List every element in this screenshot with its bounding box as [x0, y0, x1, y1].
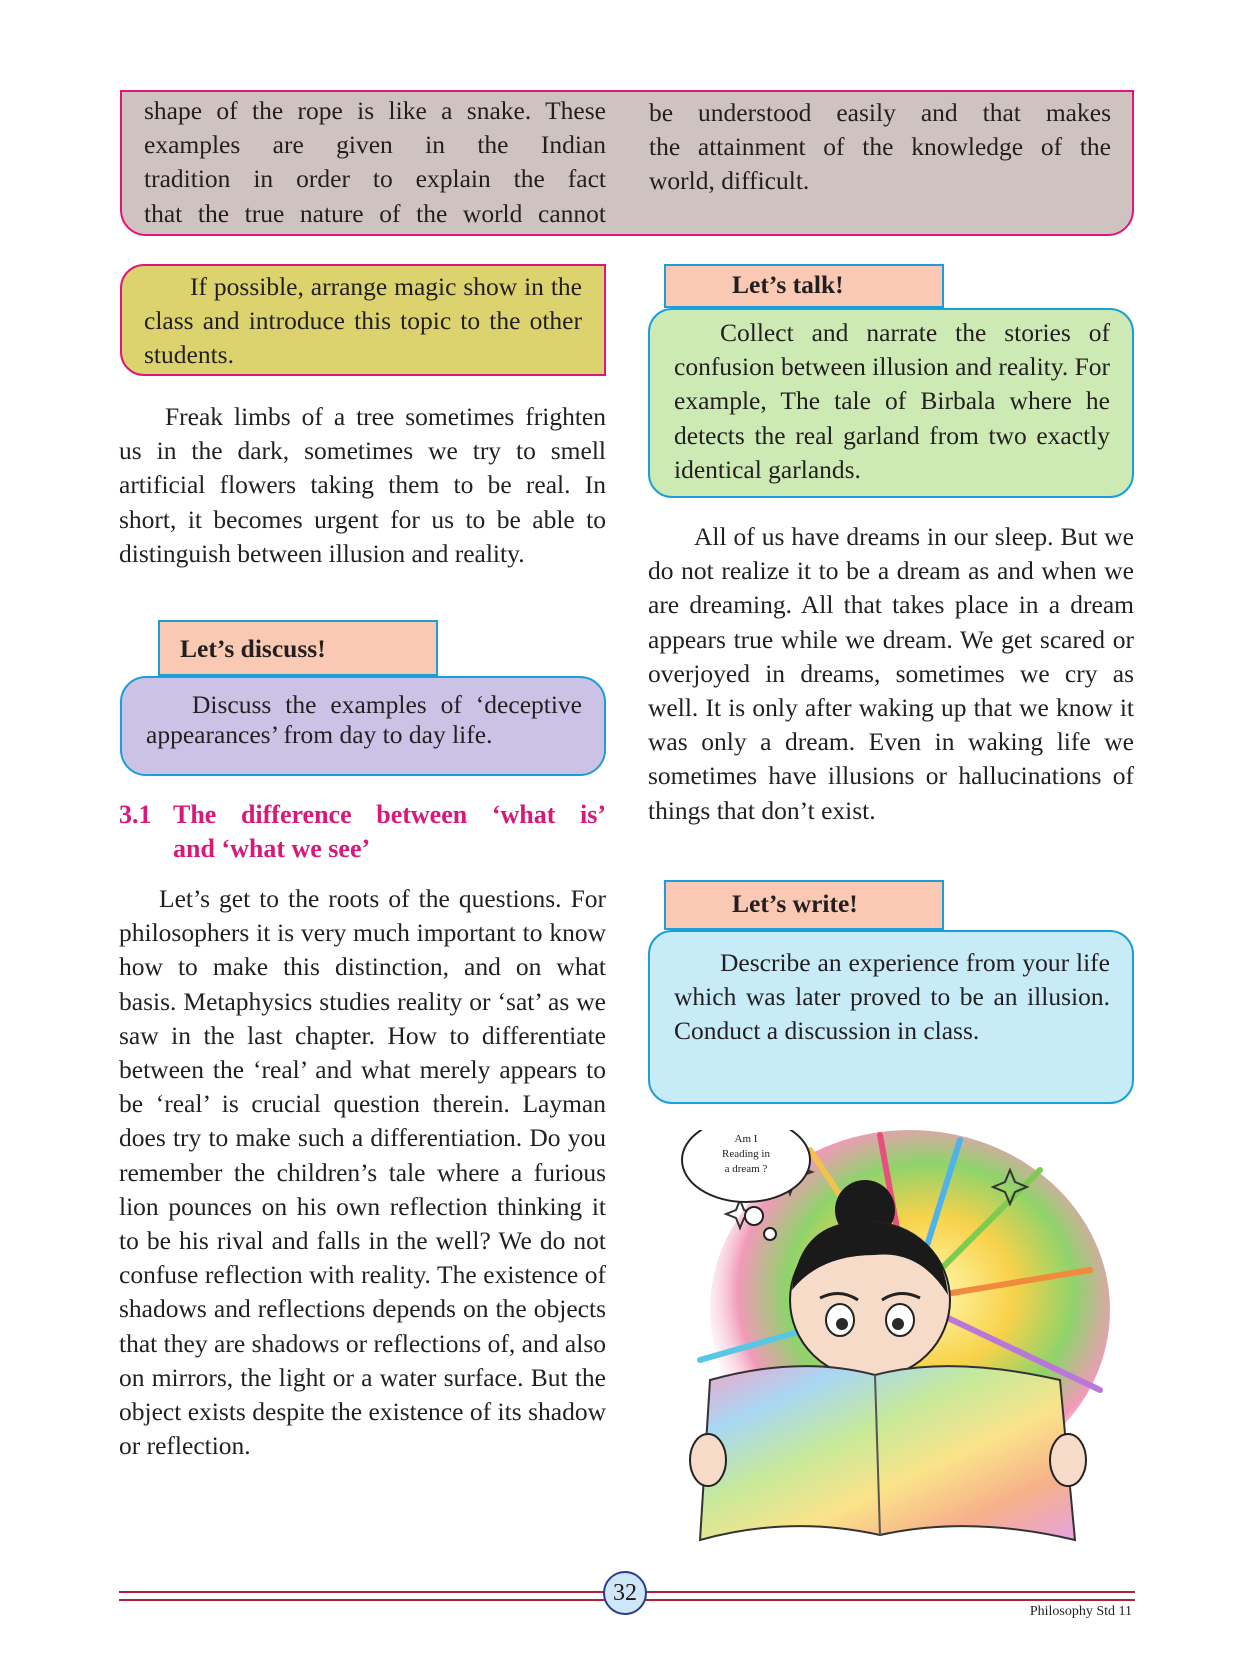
- continuation-left-column: [144, 94, 606, 231]
- continuation-right-column: [649, 96, 1111, 199]
- body-paragraph: [648, 520, 1134, 828]
- open-book: [700, 1366, 1075, 1540]
- body-paragraph: [119, 400, 606, 571]
- girl-reading-book-drawing: [680, 1130, 1120, 1560]
- text-line: be understood easily and that makes: [649, 98, 1111, 127]
- section-heading: [119, 798, 606, 866]
- thought-text-line1: Am I: [734, 1133, 758, 1145]
- lets-discuss-text: Discuss the examples of ‘deceptive appearances’ from day to day life.: [146, 690, 582, 749]
- lets-write-heading: Let’s write!: [664, 880, 944, 930]
- dream-reading-illustration: [680, 1130, 1120, 1560]
- lets-write-text: Describe an experience from your life which was later proved to be an illusion. Conduct a discussion in class.: [674, 948, 1110, 1046]
- lets-discuss-box: [120, 676, 606, 776]
- text-line: examples are given in the Indian: [144, 130, 606, 160]
- paragraph-text: All of us have dreams in our sleep. But we do not realize it to be a dream as and when we are dreaming. All that takes place in a dream appears true while we dream. We get scared or overjoyed in dreams, sometimes we cry as well. It is only after waking up that we know it was only a dream. Even in waking life we sometimes have illusions or hallucinations of things that don’t exist.: [648, 522, 1134, 825]
- page-number: 32: [603, 1571, 647, 1615]
- footer-book-label: Philosophy Std 11: [1029, 1604, 1132, 1619]
- thought-text-line3: a dream ?: [724, 1163, 768, 1175]
- text-line: the attainment of the knowledge of the: [649, 132, 1111, 162]
- body-paragraph: [119, 882, 606, 1463]
- text-line: shape of the rope is like a snake. These: [144, 96, 606, 125]
- section-title-line2: and ‘what we see’: [173, 834, 371, 863]
- text-line: world, difficult.: [649, 166, 810, 196]
- lets-talk-heading: Let’s talk!: [664, 264, 944, 308]
- lets-discuss-heading: Let’s discuss!: [158, 620, 438, 676]
- continuation-box: [120, 90, 1134, 236]
- section-number: 3.1: [119, 800, 152, 829]
- paragraph-text: Freak limbs of a tree sometimes frighten us in the dark, sometimes we try to smell artificial flowers taking them to be real. In short, it becomes urgent for us to be able to distinguish between illusion and reality.: [119, 402, 606, 568]
- lets-talk-text: Collect and narrate the stories of confusion between illusion and reality. For example, The tale of Birbala where he detects the real garland from two exactly identical garlands.: [674, 318, 1111, 484]
- paragraph-text: Let’s get to the roots of the questions. For philosophers it is very much important to know how to make this distinction, and on what basis. Metaphysics studies reality or ‘sat’ as we saw in the last chapter. How to differentiate between the ‘real’ and what merely appears to be ‘real’ is crucial question therein. Layman does try to make such a differentiation. Do you remember the children’s tale where a furious lion pounces on his own reflection thinking it to be his rival and falls in the well? We do not confuse reflection with reality. The existence of shadows and reflections depends on the objects that they are shadows or reflections of, and also on mirrors, the light or a water surface. But the object exists despite the existence of its shadow or reflection.: [119, 884, 606, 1461]
- lets-write-box: [648, 930, 1134, 1104]
- text-line: tradition in order to explain the fact: [144, 164, 606, 194]
- activity-box-magic-show: [120, 264, 606, 376]
- section-title-line1: The difference between ‘what is’: [173, 800, 606, 829]
- thought-text-line2: Reading in: [722, 1148, 770, 1160]
- lets-talk-box: [648, 308, 1134, 498]
- text-line: that the true nature of the world cannot: [144, 198, 606, 228]
- activity-text: If possible, arrange magic show in the class and introduce this topic to the other students.: [144, 272, 582, 370]
